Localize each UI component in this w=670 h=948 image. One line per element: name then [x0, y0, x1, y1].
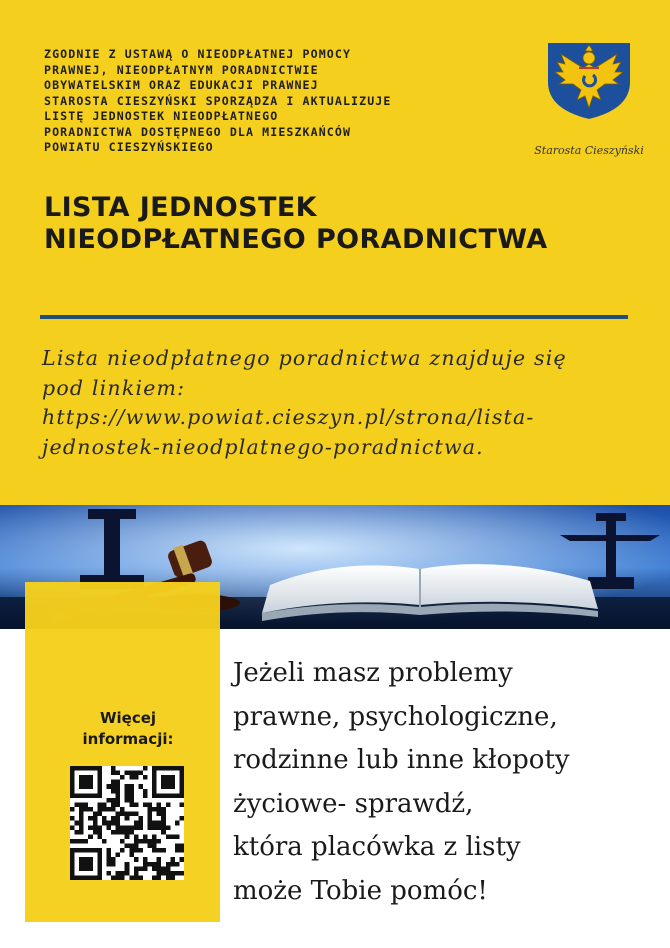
- message-line: rodzinne lub inne kłopoty: [233, 745, 570, 775]
- coat-of-arms-eagle-icon: [541, 38, 637, 122]
- intro-line: OBYWATELSKIM ORAZ EDUKACJI PRAWNEJ: [44, 78, 319, 92]
- qr-code-icon[interactable]: [70, 766, 184, 880]
- link-url-line[interactable]: https://www.powiat.cieszyn.pl/strona/lista-: [42, 405, 535, 429]
- intro-line: ZGODNIE Z USTAWĄ O NIEODPŁATNEJ POMOCY: [44, 47, 352, 61]
- intro-line: POWIATU CIESZYŃSKIEGO: [44, 140, 214, 154]
- title-line: LISTA JEDNOSTEK: [44, 192, 317, 223]
- title-line: NIEODPŁATNEGO PORADNICTWA: [44, 224, 548, 255]
- link-url-line[interactable]: jednostek-nieodplatnego-poradnictwa.: [42, 434, 484, 459]
- link-line: pod linkiem:: [42, 375, 186, 400]
- intro-line: PORADNICTWA DOSTĘPNEGO DLA MIESZKAŃCÓW: [44, 124, 352, 139]
- intro-statement: [44, 47, 524, 156]
- link-line: Lista nieodpłatnego poradnictwa znajduje się: [42, 346, 567, 370]
- intro-line: STAROSTA CIESZYŃSKI SPORZĄDZA I AKTUALIZUJE: [44, 93, 392, 108]
- message-line: która placówka z listy: [233, 832, 521, 862]
- message-line: Jeżeli masz problemy: [233, 658, 513, 688]
- more-info-label: [66, 708, 190, 750]
- help-message: [233, 652, 570, 913]
- link-paragraph: [42, 344, 567, 462]
- message-line: życiowe- sprawdź,: [233, 788, 474, 819]
- starosta-signature: Starosta Cieszyński: [534, 144, 644, 157]
- message-line: może Tobie pomóc!: [233, 875, 488, 906]
- intro-line: LISTĘ JEDNOSTEK NIEODPŁATNEGO: [44, 109, 279, 123]
- more-info-line: Więcej: [99, 709, 157, 727]
- intro-line: PRAWNEJ, NIEODPŁATNYM PORADNICTWIE: [44, 62, 319, 77]
- message-line: prawne, psychologiczne,: [233, 701, 558, 732]
- section-divider: [40, 315, 628, 319]
- more-info-line: informacji:: [82, 730, 174, 748]
- page-title: [44, 192, 548, 256]
